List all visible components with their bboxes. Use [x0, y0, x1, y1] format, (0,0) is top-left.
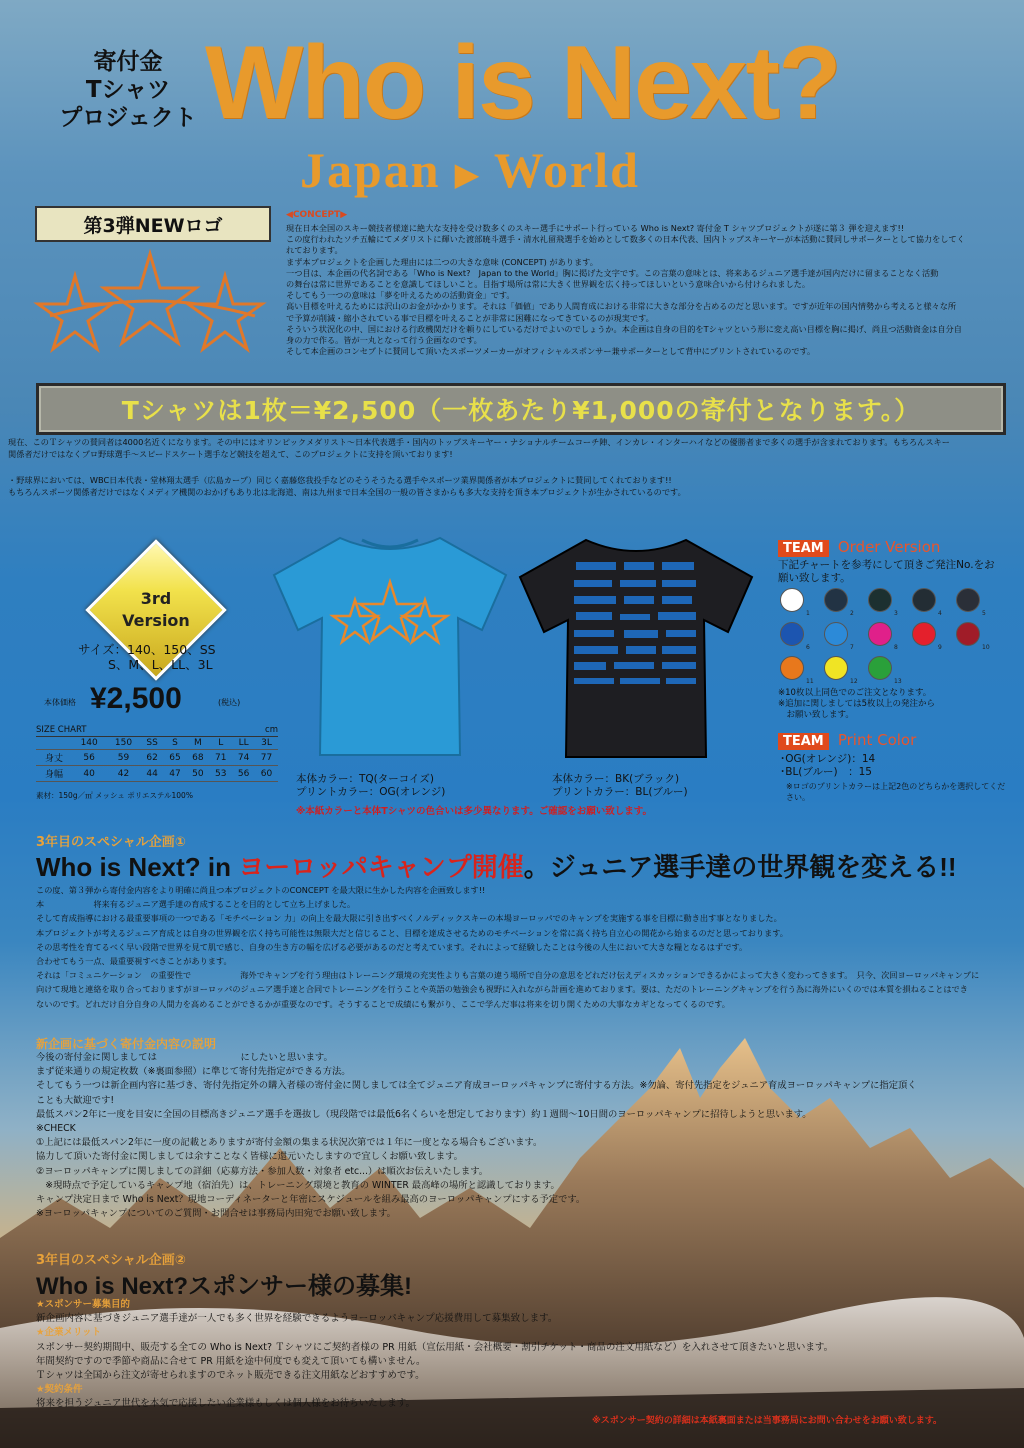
color-swatch-number: 2 — [850, 610, 854, 617]
color-swatch-number: 5 — [982, 610, 986, 617]
price-label: 本体価格 — [44, 698, 76, 707]
special-plan-2-heading: 3年目のスペシャル企画② — [36, 1253, 186, 1268]
color-swatch-13 — [868, 656, 892, 680]
donation-explanation-heading: 新企画に基づく寄付金内容の説明 — [36, 1037, 217, 1051]
size-chart-header-row: 140 150 SS S M L LL 3L — [36, 737, 278, 750]
supporters-paragraph: 現在、このＴシャツの賛同者は4000名近くになります。その中にはオリンピックメダリスト～日本代表選手・国内のトップスキーヤー・ナショナルチームコーチ陣、インカレ・インターハイなどの優勝者まで多くの選手が含まれております。もちろんスキー 関係者だけではなくプロ野球選手～スピードスケート選手など競技を超えて、このプロジェクトに支持を頂いております! — [8, 437, 950, 459]
print-color-list: ･OG(オレンジ)：14 ･BL(ブルー) ：15 — [780, 753, 876, 778]
stars-logo-image — [30, 246, 270, 378]
sponsor-contact-note: ※スポンサー契約の詳細は本紙裏面または当事務局にお問い合わせをお願い致します。 — [592, 1416, 943, 1426]
color-swatch-3 — [868, 588, 892, 612]
team-print-title: Print Color — [837, 731, 917, 749]
black-color-info: 本体カラー：BK(ブラック) プリントカラー：BL(ブルー) — [552, 773, 688, 798]
color-swatches — [778, 588, 998, 684]
size-chart — [36, 725, 278, 782]
special-plan-1-heading: 3年目のスペシャル企画① — [36, 835, 186, 850]
turquoise-color-info: 本体カラー：TQ(ターコイズ) プリントカラー：OG(オレンジ) — [296, 773, 446, 798]
table-row: 身幅 40 42 44 47 50 53 56 60 — [36, 766, 278, 782]
baseball-paragraph: ・野球界においては、WBC日本代表・堂林翔太選手（広島カープ）同じく嘉藤悠我投手などのそうそうたる選手やスポーツ業界関係者が本プロジェクトに賛同してくれております!! もちろんスポーツ関係者だけではなくメディア機関のおかげもあり北は北海道、南は九州まで日本全国の一般の皆さまからも多大な支持を頂き本プロジェクトが生かされているのです。 — [8, 475, 686, 497]
donation-explanation-body: 今後の寄付金に関しましては にしたいと思います。 まず従来通りの規定枚数（※裏面参照）に準じて寄付先指定ができる方法。 そしてもう一つは新企画内容に基づき、寄付先指定外の購入者様の寄付金に関しましては全てジュニア育成ヨーロッパキャンプに寄付する方法。※勿論、寄付先指定をジュニア育成ヨーロッパキャンプに指定頂く ことも大歓迎です! 最低スパン2年に一度を目安に全国の目標高きジュニア選手を選抜し（現段階では最低6名くらいを想定しております）約１週間～10日間のヨーロッパキャンプに招待しようと思います。 ※CHECK ①上記には最低スパン2年に一度の記載とありますが寄付金額の集まる状況次第では１年に一度となる場合もございます。 協力して頂いた寄付金に関しましては余すことなく皆様に還元いたしますので宜しくお願い致します。 ②ヨーロッパキャンプに関しましての詳細（応募方法・参加人数・対象者 etc...）は順次お伝えいたします。 ※現時点で予定しているキャンプ地（宿泊先）は、トレーニング環境と教育の WINTER 最高峰の場所と認識しております。 キャンプ決定日まで Who is Next？現地コーディネーターと年密にスケジュールを組み最高のヨーロッパキャンプにする予定です。 ※ヨーロッパキャンプについてのご質問・お問合せは事務局内田宛でお願い致します。 — [36, 1052, 917, 1220]
japan-world-tagline — [300, 142, 640, 204]
color-swatch-9 — [912, 622, 936, 646]
color-swatch-number: 13 — [894, 678, 902, 685]
color-swatch-number: 8 — [894, 644, 898, 651]
color-swatch-7 — [824, 622, 848, 646]
color-swatch-number: 10 — [982, 644, 990, 651]
color-swatch-number: 11 — [806, 678, 814, 685]
team-order-title: Order Version — [837, 538, 941, 556]
print-color-note: ※ロゴのプリントカラーは上記2色のどちらかを選択してください。 — [786, 782, 1006, 802]
tax-label: (税込) — [218, 698, 241, 707]
concept-heading: ◀CONCEPT▶ — [286, 210, 348, 220]
color-swatch-number: 7 — [850, 644, 854, 651]
color-swatch-8 — [868, 622, 892, 646]
team-badge: TEAM — [778, 733, 829, 750]
japan-text: Japan — [300, 142, 441, 198]
price-value: ¥2,500 — [90, 682, 182, 715]
color-swatch-4 — [912, 588, 936, 612]
new-logo-label: 第3弾NEWロゴ — [35, 206, 271, 242]
color-swatch-number: 9 — [938, 644, 942, 651]
color-swatch-number: 3 — [894, 610, 898, 617]
special-plan-2-title: Who is Next?スポンサー様の募集! — [36, 1273, 412, 1300]
color-swatch-10 — [956, 622, 980, 646]
size-chart-unit: cm — [265, 725, 278, 735]
special-plan-2-body: ★スポンサー募集目的 新企画内容に基づきジュニア選手達が一人でも多く世界を経験できるようヨーロッパキャンプ応援費用して募集致します。 ★企業メリット スポンサー契約期間中、販売する全ての Who is Next? Ｔシャツにご契約者様の PR 用紙（宣伝用紙・会社概要・割引チケット・商品の注文用紙など）を入れさせて頂きたいと思います。 年間契約ですので季節や商品に合せて PR 用紙を途中何度でも変えて頂いても構いません。 Ｔシャツは全国から注文が寄せられますのでネット販売できる注文用紙などおすすめです。 ★契約条件 将来を担うジュニア世代を本気で応援したい企業様もしくは個人様をお待ちいたします。 — [36, 1299, 834, 1410]
special-plan-1-body: この度、第３弾から寄付金内容をより明確に尚且つ本プロジェクトのCONCEPT を最大限に生かした内容を企画致します!! 本 将来有るジュニア選手達の育成することを目的として立ち上げました。 そして育成指導における最重要事項の一つである「モチベーション 力」の向上を最大限に引き出すべくノルディックスキーの本場ヨーロッパでのキャンプを実施する事を目標に動き出す事となりました。 本プロジェクトが考えるジュニア育成とは自身の世界観を広く持ち可能性は無限大だと信じること、目標を達成させるためのモチベーションを常に高く持ち自立心の開花から始まるのだと思っております。 その思考性を育てるべく早い段階で世界を見て肌で感じ、自身の生き方の幅を広げる必要があるのだと考えています。それによって経験したことは今後の人生において大きな糧となるはずです。 合わせてもう一点、最重要視すべきことがあります。 それは「コミュニケーション の重要性で 海外でキャンプを行う理由はトレーニング環境の充実性よりも言葉の違う場所で自分の意思をどれだけ伝えディスカッションできるかによって大きく変わってきます。 只今、次回ヨーロッパキャンプに 向けて現地と連絡を取り合っておりますがヨーロッパのジュニア選手達と合同でトレーニングを行うことや英語の勉強会も視野に入れながら計画を進めております。要は、ただのトレーニングキャンプを行う為に海外にいくのでは本質を損ねることはでき ないのです。どれだけ自分自身の人間力を高めることができるかが重要なのです。そうすることで成績にも繋がり、ここで学んだ事は将来を切り開くための大事なカギとなってくるのです。 — [36, 885, 980, 1009]
color-swatch-6 — [780, 622, 804, 646]
color-swatch-number: 6 — [806, 644, 810, 651]
table-row: 身丈 56 59 62 65 68 71 74 77 — [36, 750, 278, 766]
material-text: 素材：150g／㎡ メッシュ ポリエステル100% — [36, 791, 193, 800]
team-order-conditions: ※10枚以上同色でのご注文となります。 ※追加に関しましては5枚以上の発注から お願い致します。 — [778, 688, 936, 720]
color-difference-note: ※本紙カラーと本体Tシャツの色合いは多少異なります。ご確認をお願い致します。 — [296, 806, 653, 817]
team-badge: TEAM — [778, 540, 829, 557]
turquoise-tshirt-image — [270, 530, 510, 760]
team-print-heading — [778, 730, 916, 750]
world-text: World — [493, 142, 640, 198]
price-banner: Tシャツは1枚＝¥2,500（一枚あたり¥1,000の寄付となります。） — [36, 383, 1006, 435]
team-order-note: 下記チャートを参考にして頂きご発注No.をお願い致します。 — [778, 559, 995, 584]
size-chart-title: SIZE CHART — [36, 725, 87, 735]
color-swatch-number: 4 — [938, 610, 942, 617]
special-plan-1-title: Who is Next? in ヨーロッパキャンプ開催。ジュニア選手達の世界観を変える!! — [36, 852, 957, 882]
main-title: Who is Next? — [205, 25, 840, 141]
concept-text: 現在日本全国のスキー競技者様達に絶大な支持を受け数多くのスキー選手にサポート行っている Who is Next? 寄付金 T シャツプロジェクトが遂に第３ 弾を迎えます!! この度行われたソチ五輪にてメダリストに輝いた渡部暁斗選手・清水礼留飛選手を始めとして数多くの日本代表、国内トップスキーヤーが本活動に賛同しサポーターとして協力をしてく れております。 まず本プロジェクトを企画した理由には二つの大きな意味 (CONCEPT) があります。 一つ目は、本企画の代名詞である「Who is Next? Japan to the World」胸に掲げた文字です。この言葉の意味とは、将来あるジュニア選手達が国内だけに留まることなく活動 の舞台は常に世界であることを意識してほしいこと。目指す場所は常に大きく世界観を広く持ってほしいという意味合いから付けられました。 そしてもう一つの意味は「夢を叶えるための活動資金」です。 高い目標を叶えるためには沢山のお金がかかります。それは「価値」であり人間育成における非常に大きな部分を占めるのだと思います。ですが近年の国内情勢から考えると様々な所 で予算が削減・縮小されている事で目標を叶えることが非常に困難になってきているのが現実です。 そういう状況化の中、国における行政機関だけを頼りにしているだけでよいのでしょうか。本企画は自身の目的をTシャツという形に変え高い目標を胸に掲げ、尚且つ活動資金は自分自 身の力で作る。皆が一丸となって行う企画なのです。 そして本企画のコンセプトに賛同して頂いたスポーツメーカーがオフィシャルスポンサー兼サポーターとして背中にプリントされているのです。 — [286, 223, 965, 357]
color-swatch-11 — [780, 656, 804, 680]
color-swatch-number: 1 — [806, 610, 810, 617]
color-swatch-number: 12 — [850, 678, 858, 685]
version-badge-text: 3rd Version — [122, 589, 190, 630]
color-swatch-1 — [780, 588, 804, 612]
project-subtitle: 寄付金 Tシャツ プロジェクト — [59, 49, 197, 131]
size-list: サイズ：140、150、SS S、M、L、LL、3L — [78, 642, 216, 672]
color-swatch-5 — [956, 588, 980, 612]
team-order-heading — [778, 537, 940, 557]
color-swatch-2 — [824, 588, 848, 612]
black-tshirt-image — [516, 532, 756, 762]
color-swatch-12 — [824, 656, 848, 680]
arrow-right-icon: ▶ — [455, 158, 481, 192]
